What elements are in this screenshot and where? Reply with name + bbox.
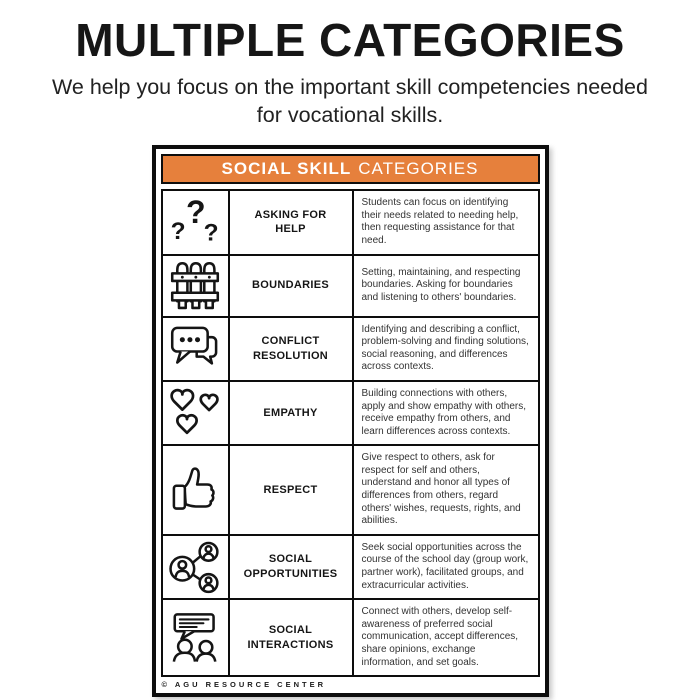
thumbs-up-icon — [168, 463, 222, 517]
table-row-respect — [163, 446, 538, 536]
row-icon-cell — [163, 191, 230, 253]
row-icon-cell — [163, 256, 230, 316]
category-label: CONFLICT RESOLUTION — [230, 318, 354, 380]
category-label: EMPATHY — [230, 382, 354, 444]
category-description: Building connections with others, apply and show empathy with others, receive empathy from others, and learn differences across contexts. — [361, 387, 527, 437]
row-icon-cell — [163, 536, 230, 598]
card-header-regular-text: CATEGORIES — [358, 159, 479, 179]
category-description: Identifying and describing a conflict, problem-solving and finding solutions, social reasoning, and differences across contexts. — [361, 323, 529, 373]
table-row-boundaries — [163, 256, 538, 318]
table-row-social-interactions — [163, 600, 538, 675]
row-icon-cell — [163, 382, 230, 444]
category-description: Seek social opportunities across the course of the school day (group work, partner work), facilitated groups, and extracurricular activities. — [361, 541, 529, 591]
social-skill-card — [152, 145, 549, 697]
people-network-icon — [168, 540, 222, 594]
copyright-footer: © AGU RESOURCE CENTER — [161, 680, 327, 690]
fence-icon — [168, 259, 222, 313]
categories-table — [161, 189, 540, 677]
card-header — [161, 154, 540, 184]
row-icon-cell — [163, 318, 230, 380]
category-label: SOCIAL OPPORTUNITIES — [230, 536, 354, 598]
category-description: Students can focus on identifying their needs related to needing help, then requesting assistance for that need. — [361, 197, 519, 246]
row-icon-cell — [163, 600, 230, 675]
hearts-icon — [168, 386, 222, 440]
svg-text:?: ? — [203, 219, 219, 247]
svg-text:?: ? — [186, 195, 206, 231]
page-subtitle: We help you focus on the important skill competencies needed for vocational skills. — [52, 75, 648, 128]
table-row-conflict-resolution — [163, 318, 538, 382]
category-label: ASKING FOR HELP — [230, 191, 354, 253]
table-row-empathy — [163, 382, 538, 446]
question-marks-icon — [168, 195, 222, 249]
people-talking-icon — [168, 611, 222, 665]
category-label: SOCIAL INTERACTIONS — [230, 600, 354, 675]
category-description: Connect with others, develop self-awareness of preferred social communication, accept differences, share opinions, exchange information, and set goals. — [361, 606, 519, 668]
svg-text:?: ? — [170, 218, 186, 246]
speech-bubbles-icon — [168, 322, 222, 376]
category-description: Give respect to others, ask for respect for self and others, understand and honor all types of differences from others, regard others' wishes, requests, rights, and abilities. — [361, 452, 521, 527]
table-row-asking-for-help — [163, 191, 538, 255]
table-row-social-opportunities — [163, 536, 538, 600]
category-label: BOUNDARIES — [230, 256, 354, 316]
card-header-bold-text: SOCIAL SKILL — [221, 159, 352, 179]
category-label: RESPECT — [230, 446, 354, 534]
row-icon-cell — [163, 446, 230, 534]
page-title: MULTIPLE CATEGORIES — [75, 14, 625, 66]
category-description: Setting, maintaining, and respecting boundaries. Asking for boundaries and listening to others' boundaries. — [361, 266, 521, 303]
